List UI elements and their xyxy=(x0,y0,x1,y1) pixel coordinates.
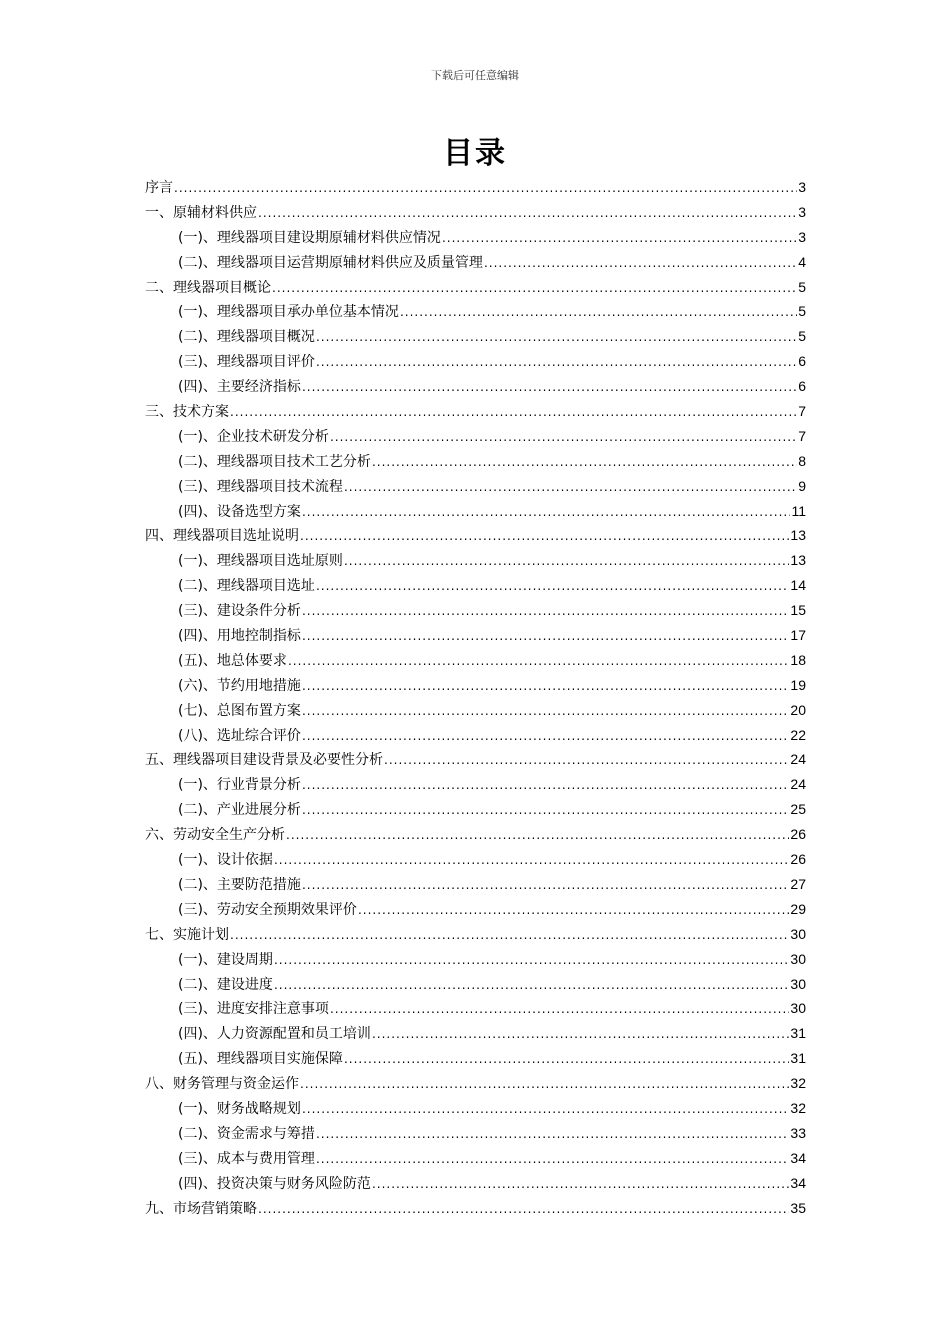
toc-dot-leader xyxy=(344,1047,789,1072)
toc-entry-text: 六、劳动安全生产分析 xyxy=(145,827,285,844)
toc-entry-text: (二)、理线器项目概况 xyxy=(178,329,315,346)
toc-page-number: 35 xyxy=(790,1199,806,1216)
toc-dot-leader xyxy=(302,873,789,898)
toc-page-number: 24 xyxy=(790,751,806,768)
toc-dot-leader xyxy=(484,251,797,276)
toc-entry[interactable] xyxy=(145,399,806,424)
toc-page-number: 34 xyxy=(790,1174,806,1191)
toc-page-number: 3 xyxy=(798,228,806,245)
toc-page-number: 32 xyxy=(790,1075,806,1092)
toc-page-number: 22 xyxy=(790,726,806,743)
toc-entry-text: (一)、设计依据 xyxy=(178,852,273,869)
toc-dot-leader xyxy=(302,699,789,724)
toc-page-number: 15 xyxy=(790,602,806,619)
toc-dot-leader xyxy=(302,674,789,699)
toc-entry[interactable] xyxy=(145,1071,806,1096)
toc-entry-text: (三)、理线器项目评价 xyxy=(178,354,315,371)
toc-entry-text: (一)、建设周期 xyxy=(178,951,273,968)
toc-dot-leader xyxy=(288,649,789,674)
toc-page-number: 13 xyxy=(790,552,806,569)
toc-dot-leader xyxy=(302,773,789,798)
toc-subentry[interactable] xyxy=(145,996,806,1021)
toc-dot-leader xyxy=(302,599,789,624)
toc-page-number: 24 xyxy=(790,776,806,793)
toc-dot-leader xyxy=(344,549,789,574)
toc-page-number: 11 xyxy=(791,502,806,519)
toc-page-number: 30 xyxy=(790,925,806,942)
toc-page-number: 20 xyxy=(790,701,806,718)
toc-entry-text: 九、市场营销策略 xyxy=(145,1200,257,1217)
toc-entry-text: (二)、理线器项目技术工艺分析 xyxy=(178,453,371,470)
toc-subentry[interactable] xyxy=(145,623,806,648)
toc-dot-leader xyxy=(344,475,797,500)
toc-dot-leader xyxy=(400,300,797,325)
toc-entry-text: (二)、产业进展分析 xyxy=(178,802,301,819)
toc-entry[interactable] xyxy=(145,523,806,548)
toc-entry-text: (二)、建设进度 xyxy=(178,976,273,993)
toc-page-number: 8 xyxy=(798,452,806,469)
toc-entry-text: (二)、理线器项目运营期原辅材料供应及质量管理 xyxy=(178,254,483,271)
toc-entry-text: (三)、理线器项目技术流程 xyxy=(178,478,343,495)
toc-subentry[interactable] xyxy=(145,424,806,449)
toc-entry-text: 三、技术方案 xyxy=(145,404,229,421)
toc-dot-leader xyxy=(302,798,789,823)
toc-page-number: 7 xyxy=(798,427,806,444)
toc-page-number: 25 xyxy=(790,801,806,818)
toc-entry[interactable] xyxy=(145,200,806,225)
toc-subentry[interactable] xyxy=(145,449,806,474)
toc-dot-leader xyxy=(372,1172,789,1197)
toc-dot-leader xyxy=(230,400,797,425)
toc-page-number: 30 xyxy=(790,950,806,967)
toc-page-number: 3 xyxy=(798,203,806,220)
toc-entry-text: (四)、人力资源配置和员工培训 xyxy=(178,1026,371,1043)
toc-subentry[interactable] xyxy=(145,1021,806,1046)
toc-page-number: 17 xyxy=(790,627,806,644)
toc-entry-text: (五)、地总体要求 xyxy=(178,652,287,669)
toc-page-number: 4 xyxy=(798,253,806,270)
toc-entry-text: (二)、资金需求与筹措 xyxy=(178,1125,315,1142)
toc-page-number: 5 xyxy=(798,328,806,345)
toc-subentry[interactable] xyxy=(145,349,806,374)
toc-subentry[interactable] xyxy=(145,847,806,872)
toc-page-number: 19 xyxy=(790,676,806,693)
toc-dot-leader xyxy=(302,624,789,649)
toc-entry-text: (三)、劳动安全预期效果评价 xyxy=(178,901,357,918)
toc-dot-leader xyxy=(316,350,797,375)
toc-subentry[interactable] xyxy=(145,723,806,748)
toc-subentry[interactable] xyxy=(145,972,806,997)
toc-title: 目录 xyxy=(443,136,507,171)
toc-page-number: 7 xyxy=(798,403,806,420)
toc-dot-leader xyxy=(274,948,789,973)
toc-subentry[interactable] xyxy=(145,250,806,275)
toc-page-number: 30 xyxy=(790,1000,806,1017)
toc-dot-leader xyxy=(442,226,797,251)
toc-subentry[interactable] xyxy=(145,698,806,723)
toc-page-number: 26 xyxy=(790,826,806,843)
toc-entry-text: (三)、建设条件分析 xyxy=(178,603,301,620)
toc-page-number: 5 xyxy=(798,303,806,320)
toc-subentry[interactable] xyxy=(145,573,806,598)
toc-entry-text: 序言 xyxy=(145,180,173,196)
toc-dot-leader xyxy=(384,748,789,773)
toc-page-number: 18 xyxy=(790,651,806,668)
toc-dot-leader xyxy=(272,276,797,301)
toc-subentry[interactable] xyxy=(145,499,806,524)
toc-subentry[interactable] xyxy=(145,548,806,573)
toc-dot-leader xyxy=(230,923,789,948)
toc-dot-leader xyxy=(372,1022,789,1047)
toc-page-number: 13 xyxy=(790,527,806,544)
toc-entry-text: (四)、投资决策与财务风险防范 xyxy=(178,1175,371,1192)
toc-entry-text: (一)、行业背景分析 xyxy=(178,777,301,794)
toc-entry-text: (一)、理线器项目选址原则 xyxy=(178,553,343,570)
header-note: 下载后可任意编辑 xyxy=(431,69,519,82)
toc-page-number: 34 xyxy=(790,1149,806,1166)
toc-subentry[interactable] xyxy=(145,374,806,399)
toc-entry-text: (五)、理线器项目实施保障 xyxy=(178,1051,343,1068)
toc-entry[interactable] xyxy=(145,922,806,947)
toc-page-number: 32 xyxy=(790,1099,806,1116)
toc-subentry[interactable] xyxy=(145,598,806,623)
toc-entry-text: (一)、理线器项目建设期原辅材料供应情况 xyxy=(178,229,441,246)
toc-entry-text: 八、财务管理与资金运作 xyxy=(145,1076,299,1093)
toc-page-number: 9 xyxy=(798,477,806,494)
toc-subentry[interactable] xyxy=(145,1171,806,1196)
toc-page-number: 5 xyxy=(798,278,806,295)
toc-dot-leader xyxy=(316,1147,789,1172)
toc-entry-text: (七)、总图布置方案 xyxy=(178,702,301,719)
toc-page-number: 6 xyxy=(798,378,806,395)
toc-entry-text: (三)、成本与费用管理 xyxy=(178,1150,315,1167)
toc-subentry[interactable] xyxy=(145,797,806,822)
toc-subentry[interactable] xyxy=(145,772,806,797)
toc-dot-leader xyxy=(274,973,789,998)
toc-dot-leader xyxy=(330,425,797,450)
toc-entry-text: 七、实施计划 xyxy=(145,926,229,943)
toc-entry-text: 四、理线器项目选址说明 xyxy=(145,528,299,545)
toc-page-number: 6 xyxy=(798,353,806,370)
toc-subentry[interactable] xyxy=(145,324,806,349)
toc-entry[interactable] xyxy=(145,747,806,772)
toc-dot-leader xyxy=(174,176,797,201)
toc-dot-leader xyxy=(302,500,791,525)
toc-subentry[interactable] xyxy=(145,474,806,499)
toc-subentry[interactable] xyxy=(145,299,806,324)
toc-dot-leader xyxy=(286,823,789,848)
toc-entry-text: (三)、进度安排注意事项 xyxy=(178,1001,329,1018)
toc-subentry[interactable] xyxy=(145,648,806,673)
toc-dot-leader xyxy=(316,574,789,599)
toc-dot-leader xyxy=(358,898,789,923)
toc-dot-leader xyxy=(302,1097,789,1122)
toc-page-number: 33 xyxy=(790,1124,806,1141)
toc-entry-text: 二、理线器项目概论 xyxy=(145,279,271,296)
toc-subentry[interactable] xyxy=(145,673,806,698)
toc-entry[interactable] xyxy=(145,175,806,200)
table-of-contents xyxy=(145,175,806,1220)
toc-dot-leader xyxy=(372,450,797,475)
toc-entry-text: (四)、主要经济指标 xyxy=(178,379,301,396)
toc-dot-leader xyxy=(316,1122,789,1147)
toc-page-number: 31 xyxy=(790,1025,806,1042)
toc-dot-leader xyxy=(316,325,797,350)
toc-dot-leader xyxy=(300,524,789,549)
toc-page-number: 27 xyxy=(790,875,806,892)
toc-dot-leader xyxy=(302,375,797,400)
toc-page-number: 30 xyxy=(790,975,806,992)
toc-dot-leader xyxy=(258,1197,789,1222)
toc-entry-text: (一)、财务战略规划 xyxy=(178,1100,301,1117)
toc-subentry[interactable] xyxy=(145,897,806,922)
toc-entry-text: 五、理线器项目建设背景及必要性分析 xyxy=(145,752,383,769)
toc-dot-leader xyxy=(330,997,789,1022)
toc-entry-text: (一)、理线器项目承办单位基本情况 xyxy=(178,304,399,321)
toc-subentry[interactable] xyxy=(145,1146,806,1171)
toc-entry-text: (一)、企业技术研发分析 xyxy=(178,428,329,445)
toc-dot-leader xyxy=(302,724,789,749)
toc-entry-text: 一、原辅材料供应 xyxy=(145,204,257,221)
toc-entry[interactable] xyxy=(145,1196,806,1221)
toc-subentry[interactable] xyxy=(145,1096,806,1121)
toc-subentry[interactable] xyxy=(145,1121,806,1146)
toc-dot-leader xyxy=(274,848,789,873)
toc-page-number: 31 xyxy=(790,1050,806,1067)
toc-subentry[interactable] xyxy=(145,1046,806,1071)
toc-entry-text: (二)、理线器项目选址 xyxy=(178,578,315,595)
toc-subentry[interactable] xyxy=(145,947,806,972)
toc-page-number: 26 xyxy=(790,851,806,868)
toc-entry-text: (四)、设备选型方案 xyxy=(178,503,301,520)
toc-entry-text: (八)、选址综合评价 xyxy=(178,727,301,744)
toc-entry[interactable] xyxy=(145,275,806,300)
toc-dot-leader xyxy=(300,1072,789,1097)
toc-page-number: 14 xyxy=(790,577,806,594)
toc-page-number: 29 xyxy=(790,900,806,917)
toc-page-number: 3 xyxy=(798,179,806,195)
toc-entry-text: (六)、节约用地措施 xyxy=(178,677,301,694)
toc-entry[interactable] xyxy=(145,822,806,847)
toc-subentry[interactable] xyxy=(145,225,806,250)
toc-entry-text: (二)、主要防范措施 xyxy=(178,876,301,893)
toc-subentry[interactable] xyxy=(145,872,806,897)
toc-dot-leader xyxy=(258,201,797,226)
toc-entry-text: (四)、用地控制指标 xyxy=(178,628,301,645)
